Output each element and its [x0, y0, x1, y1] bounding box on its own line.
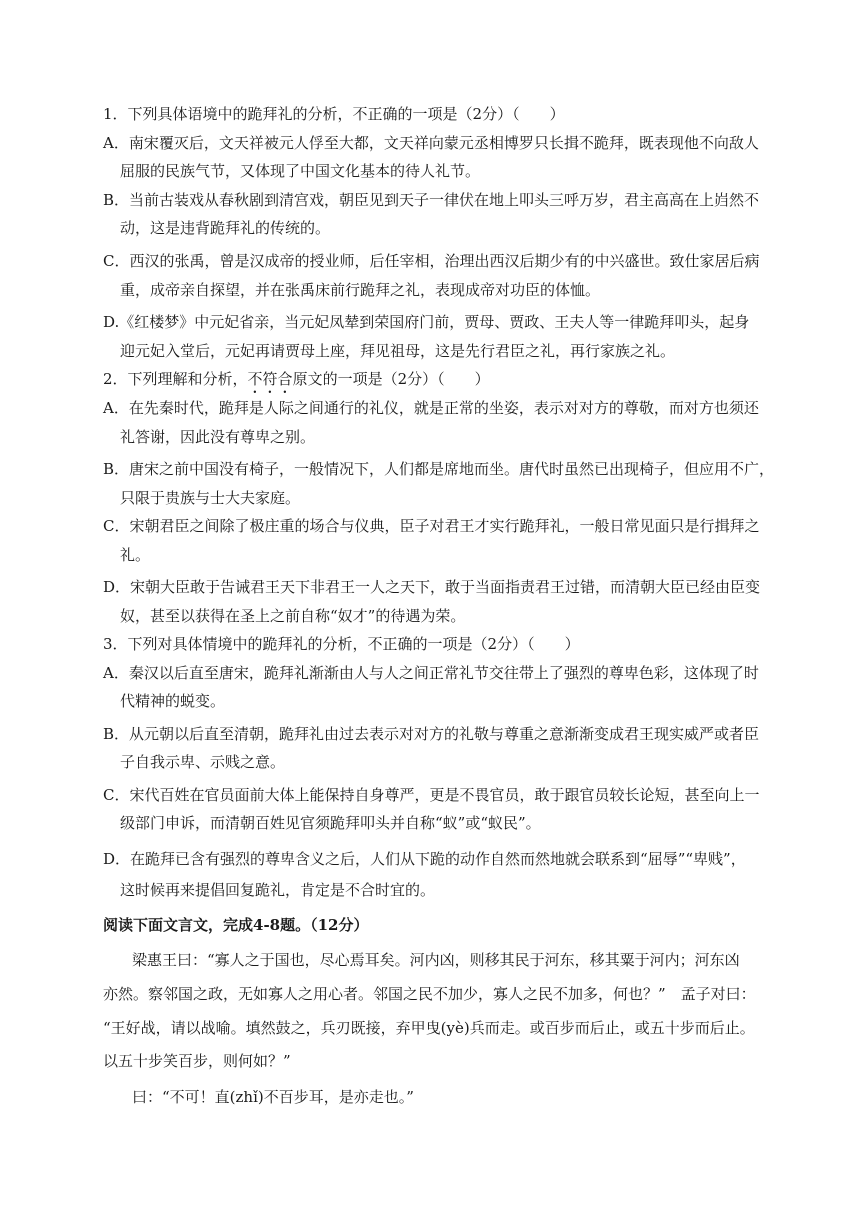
passage-line: 梁惠王曰：“寡人之于国也，尽心焉耳矣。河内凶，则移其民于河东，移其粟于河内；河东凶	[132, 951, 740, 969]
question-1-option-b: B．当前古装戏从春秋剧到清宫戏，朝臣见到天子一律伏在地上叩头三呼万岁，君主高高在上岿然不	[103, 191, 760, 209]
question-1-option-a: A．南宋覆灭后，文天祥被元人俘至大都，文天祥向蒙元丞相博罗只长揖不跪拜，既表现他不向敌人	[103, 134, 759, 152]
section-heading: 阅读下面文言文，完成4-8题。（12分）	[103, 916, 369, 934]
question-2-option-c-cont: 礼。	[120, 546, 151, 564]
question-2-stem-pre: 2．下列理解和分析，	[103, 370, 248, 388]
question-3-option-d-cont: 这时候再来提倡回复跪礼，肯定是不合时宜的。	[120, 881, 436, 899]
question-3-option-c-cont: 级部门申诉，而清朝百姓见官须跪拜叩头并自称“蚁”或“蚁民”。	[120, 814, 541, 832]
question-3-option-a: A．秦汉以后直至唐宋，跪拜礼渐渐由人与人之间正常礼节交往带上了强烈的尊卑色彩，这体现了时	[103, 664, 759, 682]
question-2-stem-post: 原文的一项是（2分）（ ）	[292, 370, 490, 388]
question-1-option-c: C．西汉的张禹，曾是汉成帝的授业师，后任宰相，治理出西汉后期少有的中兴盛世。致仕家居后病	[103, 252, 760, 270]
question-1-option-b-cont: 动，这是违背跪拜礼的传统的。	[120, 219, 331, 237]
question-3-option-a-cont: 代精神的蜕变。	[120, 692, 226, 710]
question-3-stem: 3．下列对具体情境中的跪拜礼的分析，不正确的一项是（2分）（ ）	[103, 635, 580, 653]
question-2-option-b: B．唐宋之前中国没有椅子，一般情况下，人们都是席地而坐。唐代时虽然已出现椅子，但应用不广，	[103, 460, 775, 478]
passage-line: 亦然。察邻国之政，无如寡人之用心者。邻国之民不加少，寡人之民不加多，何也？” 孟子对曰：	[103, 985, 756, 1003]
passage-line: “王好战，请以战喻。填然鼓之，兵刃既接，弃甲曳(yè)兵而走。或百步而后止，或五十步而后止。	[103, 1019, 755, 1037]
question-3-option-b: B．从元朝以后直至清朝，跪拜礼由过去表示对对方的礼敬与尊重之意渐渐变成君王现实威严或者臣	[103, 725, 760, 743]
question-1-stem: 1．下列具体语境中的跪拜礼的分析，不正确的一项是（2分）（ ）	[103, 105, 565, 123]
question-2-stem	[103, 369, 490, 397]
question-3-option-d: D．在跪拜已含有强烈的尊卑含义之后，人们从下跪的动作自然而然地就会联系到“屈辱”“卑贱”，	[103, 850, 746, 868]
question-3-option-b-cont: 子自我示卑、示贱之意。	[120, 753, 286, 771]
question-3-option-c: C．宋代百姓在官员面前大体上能保持自身尊严，更是不畏官员，敢于跟官员较长论短，甚至向上一	[103, 786, 760, 804]
question-1-option-a-cont: 屈服的民族气节，又体现了中国文化基本的待人礼节。	[120, 162, 481, 180]
passage-line: 以五十步笑百步，则何如？”	[103, 1052, 291, 1070]
question-2-option-d: D．宋朝大臣敢于告诫君王天下非君王一人之天下，敢于当面指责君王过错，而清朝大臣已经由臣变	[103, 578, 761, 596]
question-1-option-d-cont: 迎元妃入堂后，元妃再请贾母上座，拜见祖母，这是先行君臣之礼，再行家族之礼。	[120, 342, 676, 360]
question-1-option-d: D.《红楼梦》中元妃省亲，当元妃凤辇到荣国府门前，贾母、贾政、王夫人等一律跪拜叩头，起身	[103, 313, 750, 331]
question-2-option-a-cont: 礼答谢，因此没有尊卑之别。	[120, 428, 316, 446]
question-1-option-c-cont: 重，成帝亲自探望，并在张禹床前行跪拜之礼，表现成帝对功臣的体恤。	[120, 281, 601, 299]
question-2-stem-emphasis: 不符合	[247, 370, 293, 388]
passage-line: 曰：“不可！直(zhǐ)不百步耳，是亦走也。”	[132, 1088, 414, 1106]
question-2-option-a: A．在先秦时代，跪拜是人际之间通行的礼仪，就是正常的坐姿，表示对对方的尊敬，而对方也须还	[103, 399, 759, 417]
question-2-option-b-cont: 只限于贵族与士大夫家庭。	[120, 489, 301, 507]
question-2-option-c: C．宋朝君臣之间除了极庄重的场合与仪典，臣子对君王才实行跪拜礼，一般日常见面只是行揖拜之	[103, 517, 760, 535]
question-2-option-d-cont: 奴，甚至以获得在圣上之前自称“奴才”的待遇为荣。	[120, 607, 466, 625]
